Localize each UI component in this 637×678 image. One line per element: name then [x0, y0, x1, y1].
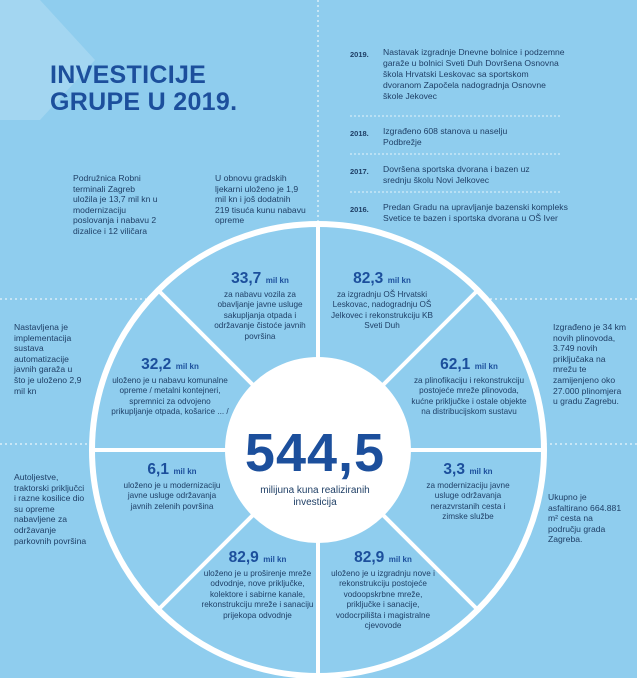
segment-desc: uloženo je u proširenje mreže odvodnje, nove priključke, kolektore i sabirne kanale, rekonstrukciju mreže i sanaciju prijekopa odvodnje: [201, 569, 314, 620]
timeline-year: 2016.: [350, 205, 369, 214]
page-title: [50, 62, 237, 116]
note-plinovod: Izgrađeno je 34 km novih plinovoda, 3.749 novih priključaka na mrežu te zamijenjeno oko 27.000 plinomjera u gradu Zagrebu.: [553, 322, 627, 407]
segment-unit: mil kn: [388, 555, 412, 564]
total-investment-label: milijuna kuna realiziranih investicija: [260, 485, 370, 508]
segment-unit: mil kn: [175, 362, 199, 371]
segment-zelene-povrsine: [118, 461, 226, 512]
note-asfalt: Ukupno je asfaltirano 664.881 m² cesta na području grada Zagreba.: [548, 492, 622, 545]
total-investment-value: 544,5: [244, 423, 386, 483]
segment-unit: mil kn: [469, 467, 493, 476]
title-line-1: INVESTICIJE: [50, 61, 207, 89]
segment-desc: uloženo je u modernizaciju javne usluge održavanja javnih zelenih površina: [123, 481, 221, 511]
note-ljekarne: U obnovu gradskih ljekarni uloženo je 1,9 mil kn i još dodatnih 219 tisuća kunu nabavu opreme: [215, 173, 306, 226]
segment-value: 32,2: [141, 356, 172, 373]
segment-komunalna-oprema: [110, 356, 230, 418]
segment-unit: mil kn: [265, 276, 289, 285]
segment-desc: za modernizaciju javne usluge održavanja nerazvrstanih cesta i zimske službe: [426, 481, 510, 522]
segment-value: 6,1: [147, 461, 169, 478]
segment-plinofikacija: [410, 356, 528, 418]
segment-desc: za plinofikaciju i rekonstrukciju postojeće mreže plinovoda, kućne priključke i ostale objekte na distribucijskom sustavu: [411, 376, 527, 417]
segment-unit: mil kn: [474, 362, 498, 371]
timeline-text: Dovršena sportska dvorana i bazen uz srednju školu Novi Jelkovec: [383, 164, 530, 185]
note-autoljestve: Autoljestve, traktorski priključci i razne kosilice dio su opreme nabavljene za održavanje parkovnih površina: [14, 472, 87, 546]
note-robni-terminali: Podružnica Robni terminali Zagreb uložila je 13,7 mil kn u modernizaciju poslovanja i nabavu 2 dizalice i 12 viličara: [73, 173, 158, 236]
segment-value: 3,3: [443, 461, 465, 478]
segment-desc: za izgradnju OŠ Hrvatski Leskovac, nadogradnju OŠ Jelkovec i rekonstrukciju KB Sveti Duh: [331, 290, 433, 331]
timeline-text: Nastavak izgradnje Dnevne bolnice i podzemne garaže u bolnici Sveti Duh Dovršena Osnovna škola Hrvatski Leskovac sa sportskom dvoranom Započela nadogradnja Osnovne škole Jekovec: [383, 47, 565, 101]
segment-otpad-vozila: [205, 270, 315, 342]
segment-skole: [326, 270, 438, 332]
segment-desc: uloženo je u nabavu komunalne opreme / metalni kontejneri, spremnici za odvojeno prikupljanje otpada, košarice ... /: [111, 376, 229, 417]
note-garaze: Nastavljena je implementacija sustava automatizacije javnih garaža u što je uloženo 2,9 mil kn: [14, 322, 82, 396]
title-line-2: GRUPE U 2019.: [50, 88, 238, 116]
timeline-year: 2017.: [350, 167, 369, 176]
segment-odvodnja: [200, 549, 315, 621]
segment-vodoopskrba: [326, 549, 440, 631]
segment-value: 33,7: [231, 270, 262, 287]
segment-value: 62,1: [440, 356, 471, 373]
segment-unit: mil kn: [263, 555, 287, 564]
timeline-year: 2018.: [350, 129, 369, 138]
segment-unit: mil kn: [173, 467, 197, 476]
segment-desc: uloženo je u izgradnju nove i rekonstrukciju postojeće vodoopskrbne mreže, priključke i sanacije, vodocrpilišta i magistralne cjevovode: [331, 569, 435, 631]
segment-value: 82,3: [353, 270, 384, 287]
timeline-year: 2019.: [350, 50, 369, 59]
segment-value: 82,9: [228, 549, 259, 566]
segment-value: 82,9: [354, 549, 385, 566]
timeline-text: Izgrađeno 608 stanova u naselju Podbrežje: [383, 126, 508, 147]
timeline-text: Predan Gradu na upravljanje bazenski kompleks Svetice te bazen i sportska dvorana u OŠ Iver: [383, 202, 568, 223]
segment-ceste: [418, 461, 518, 523]
segment-desc: za nabavu vozila za obavljanje javne usluge sakupljanja otpada i održavanje čistoće javnih površina: [214, 290, 306, 341]
segment-unit: mil kn: [387, 276, 411, 285]
